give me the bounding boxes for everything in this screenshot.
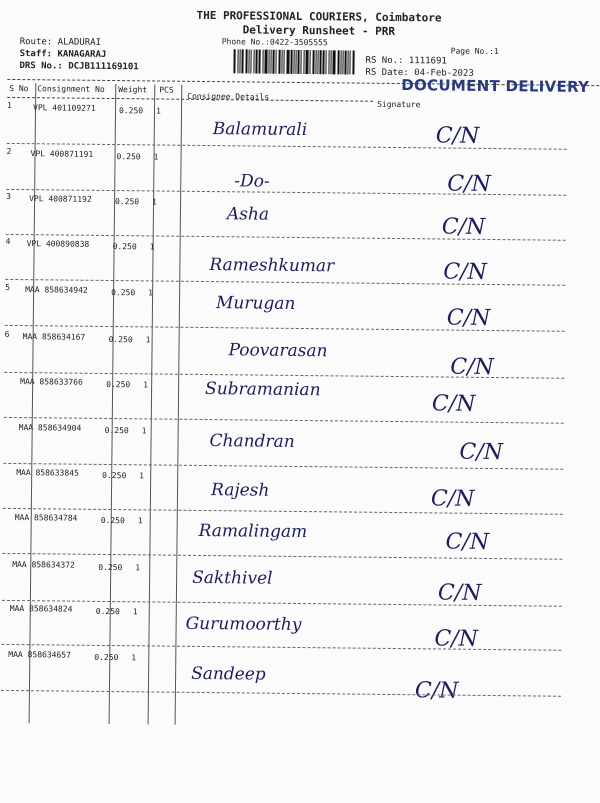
phone-number: Phone No.:0422-3505555 [221, 37, 328, 48]
col-weight: Weight [118, 85, 148, 95]
barcode-bar [290, 50, 292, 74]
signature: C/N [431, 391, 476, 417]
rs-date: RS Date: 04-Feb-2023 [365, 67, 474, 79]
barcode-bar [312, 50, 314, 74]
serial-number: 1 [7, 100, 12, 110]
consignment-number: MAA 858633845 [16, 468, 79, 478]
consignment-number: MAA 858634824 [9, 603, 73, 614]
consignee-name: Gurumoorthy [185, 613, 302, 636]
barcode-bar [317, 50, 318, 74]
barcode-bar [345, 50, 347, 74]
company-title: THE PROFESSIONAL COURIERS, Coimbatore [196, 8, 442, 25]
barcode-bar [273, 50, 275, 74]
pcs-value: 1 [135, 563, 141, 573]
table-row [2, 192, 600, 242]
signature: C/N [437, 580, 482, 606]
consignee-name: -Do- [234, 171, 270, 192]
signature: C/N [446, 305, 491, 331]
barcode-bar [323, 50, 325, 74]
barcode-bar [326, 50, 327, 74]
page-number: Page No.:1 [450, 46, 499, 57]
table-row [0, 421, 600, 471]
signature: C/N [430, 486, 475, 512]
col-sno: S No [9, 83, 29, 94]
table-row [1, 283, 600, 333]
table-row [0, 466, 599, 516]
table-row [0, 511, 599, 561]
pcs-value: 1 [148, 288, 153, 298]
barcode-bar [320, 50, 322, 74]
table-row [3, 101, 600, 151]
barcode-bar [293, 50, 294, 74]
col-consignee: Consignee Details [187, 91, 270, 102]
signature: C/N [459, 439, 504, 466]
barcode-bar [301, 50, 302, 74]
consignee-name: Balamurali [212, 119, 308, 141]
consignment-number: MAA 858634784 [14, 513, 78, 523]
consignment-number: MAA 858634904 [18, 423, 82, 433]
consignee-name: Ramalingam [198, 520, 308, 543]
weight-value: 0.250 [94, 652, 119, 663]
barcode-bar [268, 50, 269, 74]
col-consignment: Consignment No [37, 84, 105, 94]
consignment-number: MAA 858634167 [22, 332, 86, 342]
serial-number: 6 [4, 329, 10, 339]
signature: C/N [441, 214, 486, 240]
document-delivery-stamp: DOCUMENT DELIVERY [401, 76, 590, 97]
barcode-bar [286, 50, 289, 74]
weight-value: 0.250 [111, 288, 136, 298]
pcs-value: 1 [153, 152, 159, 162]
barcode-bar [251, 49, 252, 73]
consignee-name: Subramanian [205, 379, 321, 401]
barcode-bar [276, 50, 277, 74]
weight-value: 0.250 [118, 106, 144, 116]
staff-label: Staff: KANAGARAJ [19, 49, 107, 60]
barcode-bar [298, 50, 300, 74]
pcs-value: 1 [143, 380, 149, 390]
consignee-name: Sakthivel [192, 567, 273, 589]
table-row [0, 648, 597, 704]
signature: C/N [434, 626, 479, 652]
consignment-number: MAA 858634942 [25, 285, 88, 295]
table-row [0, 602, 598, 652]
pcs-value: 1 [131, 653, 137, 663]
table-row [0, 558, 598, 608]
weight-value: 0.250 [108, 334, 133, 345]
consignment-number: VPL 401109271 [32, 103, 96, 113]
table-row [0, 330, 600, 380]
pcs-value: 1 [149, 242, 155, 252]
pcs-value: 1 [145, 335, 151, 345]
barcode-bar [258, 50, 260, 74]
barcode-bar [256, 50, 258, 74]
consignee-name: Rameshkumar [209, 255, 335, 277]
consignee-name: Asha [226, 204, 270, 225]
signature: C/N [445, 529, 490, 555]
signature: C/N [414, 678, 459, 704]
barcode-bar [309, 50, 310, 74]
barcode-bar [283, 50, 284, 74]
barcode-bar [342, 50, 343, 74]
consignment-number: VPL 400890838 [26, 239, 90, 249]
barcode [233, 49, 355, 74]
consignee-name: Murugan [215, 293, 296, 314]
consignee-name: Poovarasan [228, 340, 328, 362]
weight-value: 0.250 [112, 242, 137, 252]
runsheet-title: Delivery Runsheet - PRR [242, 23, 396, 38]
signature: C/N [435, 123, 480, 149]
consignee-name: Chandran [209, 431, 295, 452]
consignment-number: VPL 400871192 [29, 194, 92, 204]
barcode-bar [337, 50, 339, 74]
pcs-value: 1 [155, 106, 161, 116]
barcode-bar [233, 49, 235, 73]
table-row [0, 375, 600, 425]
barcode-bar [245, 49, 248, 73]
signature: C/N [447, 171, 491, 197]
route-label: Route: ALADURAI [19, 37, 102, 48]
barcode-bar [241, 49, 243, 73]
weight-value: 0.250 [95, 606, 120, 617]
barcode-bar [264, 50, 267, 74]
col-signature: Signature [377, 99, 421, 110]
consignment-number: VPL 400871191 [30, 149, 94, 159]
pcs-value: 1 [139, 471, 145, 481]
weight-value: 0.250 [104, 425, 129, 436]
serial-number: 2 [6, 146, 12, 156]
signature: C/N [450, 354, 494, 381]
route-info [19, 36, 139, 73]
table-row [1, 237, 600, 287]
pcs-value: 1 [137, 516, 143, 526]
consignee-name: Sandeep [191, 663, 266, 685]
weight-value: 0.250 [102, 470, 127, 481]
weight-value: 0.250 [116, 152, 141, 162]
consignee-name: Rajesh [210, 480, 270, 501]
document-title [154, 8, 484, 39]
pcs-value: 1 [152, 197, 157, 207]
drs-label: DRS No.: DCJB111169101 [19, 61, 139, 73]
barcode-bar [353, 51, 355, 75]
consignment-number: MAA 858634372 [12, 559, 75, 570]
pcs-value: 1 [132, 607, 138, 617]
pcs-value: 1 [141, 426, 147, 436]
barcode-bar [350, 51, 351, 75]
table-row [2, 147, 600, 197]
rs-number: RS No.: 1111691 [365, 55, 447, 67]
serial-number: 3 [6, 191, 11, 201]
consignment-number: MAA 858634657 [8, 649, 71, 660]
weight-value: 0.250 [106, 379, 131, 390]
signature: C/N [443, 259, 487, 285]
serial-number: 4 [5, 236, 11, 246]
barcode-bar [305, 50, 308, 74]
serial-number: 5 [5, 282, 11, 292]
barcode-bar [332, 50, 335, 74]
weight-value: 0.250 [100, 515, 125, 526]
row-divider [1, 690, 561, 697]
barcode-bar [279, 50, 281, 74]
weight-value: 0.250 [98, 562, 123, 573]
weight-value: 0.250 [115, 197, 140, 207]
col-pcs: PCS [159, 85, 174, 95]
consignment-number: MAA 858633766 [20, 377, 83, 387]
